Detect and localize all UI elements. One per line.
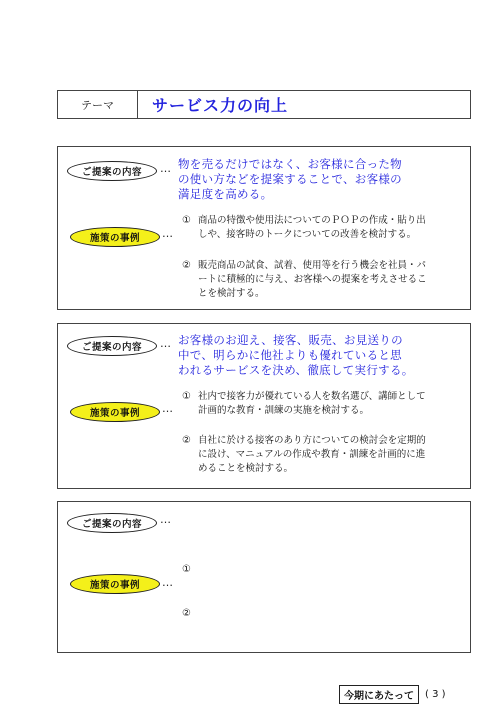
measures-label: 施策の事例 [70, 402, 160, 422]
section-2 [57, 323, 471, 489]
proposal-dots: … [160, 337, 172, 350]
proposal-text [178, 157, 402, 202]
measure-line: 販売商品の試食、試着、使用等を行う機会を社員・パ [198, 260, 427, 271]
measure-number: ② [182, 608, 191, 619]
measure-line: 計画的な教育・訓練の実施を検討する。 [198, 405, 370, 416]
proposal-label: ご提案の内容 [67, 336, 157, 356]
proposal-dots: … [160, 513, 172, 526]
measure-text [198, 434, 426, 476]
measure-line: めることを検討する。 [198, 463, 294, 474]
theme-label: テーマ [58, 91, 138, 118]
theme-title: サービス力の向上 [152, 96, 289, 115]
measure-text [198, 259, 427, 301]
page-footer [339, 685, 446, 704]
measure-line: 商品の特徴や使用法についてのＰＯＰの作成・貼り出 [198, 215, 426, 226]
proposal-text [178, 333, 414, 378]
measures-dots: … [162, 227, 174, 240]
proposal-label: ご提案の内容 [67, 161, 157, 181]
proposal-line: 中で、明らかに他社よりも優れていると思 [178, 348, 402, 362]
proposal-label: ご提案の内容 [67, 513, 157, 533]
measure-number: ② [182, 260, 191, 271]
measure-text [198, 390, 426, 418]
proposal-line: お客様のお迎え、接客、販売、お見送りの [178, 333, 403, 347]
measure-number: ① [182, 215, 191, 226]
measure-line: とを検討する。 [198, 288, 265, 299]
measures-dots: … [162, 576, 174, 589]
measure-line: 社内で接客力が優れている人を数名選び、講師として [198, 391, 426, 402]
measure-number: ① [182, 391, 191, 402]
page-number: ( 3 ) [425, 689, 446, 700]
section-3 [57, 501, 471, 653]
measure-line: 自社に於ける接客のあり方についての検討会を定期的 [198, 435, 426, 446]
proposal-line: われるサービスを決め、徹底して実行する。 [178, 363, 414, 377]
section-1 [57, 146, 471, 310]
measures-label: 施策の事例 [70, 227, 160, 247]
measure-number: ② [182, 435, 191, 446]
measure-text [198, 214, 426, 242]
footer-label: 今期にあたって [339, 685, 419, 704]
proposal-line: 満足度を高める。 [178, 187, 273, 201]
theme-header [57, 90, 471, 119]
measures-label: 施策の事例 [70, 574, 160, 594]
measure-line: ートに積極的に与え、お客様への提案を考えさせるこ [198, 274, 427, 285]
measure-line: しや、接客時のトークについての改善を検討する。 [198, 229, 417, 240]
proposal-line: の使い方などを提案することで、お客様の [178, 172, 402, 186]
measure-number: ① [182, 564, 191, 575]
measures-dots: … [162, 402, 174, 415]
proposal-line: 物を売るだけではなく、お客様に合った物 [178, 157, 402, 171]
proposal-dots: … [160, 162, 172, 175]
measure-line: に設け、マニュアルの作成や教育・訓練を計画的に進 [198, 449, 426, 460]
